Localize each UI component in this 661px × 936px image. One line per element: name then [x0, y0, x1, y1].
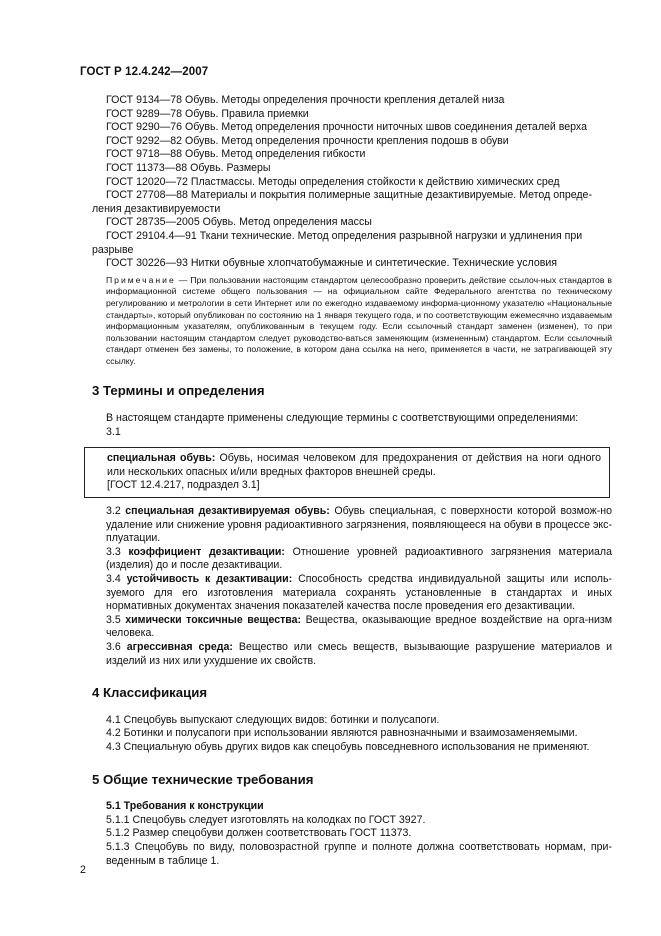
term-definition: Вещество или смесь веществ, вызывающие разрушение материалов и изделий из них или ухудшение их свойств. — [106, 640, 612, 667]
term-name: устойчивость к дезактивации: — [126, 573, 293, 585]
clause-4-3: 4.3 Специальную обувь других видов как спецобувь повседневного использования не применяют. — [106, 740, 590, 753]
term-3-1-name: специальная обувь: — [107, 452, 216, 465]
term-3-1-definition: Обувь, носимая человеком для предохранения от действия на ноги одного или нескольких опасных и/или вредных факторов внешней среды. — [107, 452, 601, 478]
page-content — [92, 94, 612, 868]
term-definition: Обувь специальная, с поверхности которой возмож-но удаление или снижение уровня радиоактивного загрязнения, появляющееся на обуви в процессе экс-плуатации. — [106, 505, 612, 545]
term-3-4 — [92, 573, 612, 614]
term-name: химически токсичные вещества: — [125, 613, 302, 626]
standard-ref: ГОСТ 29104.4—91 Ткани технические. Метод определения разрывной нагрузки и удлинения при — [106, 229, 583, 242]
section-5-heading: 5 Общие технические требования — [92, 771, 314, 787]
clause-number: 3.3 — [106, 545, 129, 558]
clause-4-2: 4.2 Ботинки и полусапоги при использовании являются равнозначными и взаимозаменяемыми. — [106, 727, 578, 740]
standard-ref: ГОСТ 9718—88 Обувь. Метод определения гибкости — [106, 148, 366, 161]
term-definition: Вещества, оказывающие вредное воздействие на орга-низм человека. — [106, 613, 613, 640]
term-3-3 — [92, 546, 612, 573]
term-name: коэффициент дезактивации: — [128, 545, 285, 558]
page-number: 2 — [80, 864, 86, 876]
clause-number: 3.6 — [106, 640, 127, 653]
clause-4-1: 4.1 Спецобувь выпускают следующих видов: ботинки и полусапоги. — [106, 713, 440, 726]
clause-number: 3.4 — [106, 573, 127, 585]
section-3-heading: 3 Термины и определения — [92, 383, 265, 399]
section-4-body — [92, 714, 612, 755]
standard-ref: ГОСТ 11373—88 Обувь. Размеры — [106, 161, 271, 174]
standard-ref: ГОСТ 9289—78 Обувь. Правила приемки — [106, 107, 309, 120]
term-3-1 — [93, 452, 601, 479]
term-definition: Способность средства индивидуальной защиты или исполь-зуемого для его изготовления материала сохранять установленные в стандартах и иных нормативных документах значения показателей качества после проведения его дезактивации. — [106, 573, 613, 613]
term-definition-box — [84, 447, 610, 498]
term-definition: Отношение уровней радиоактивного загрязнения материала (изделия) до и после дезактивации. — [106, 545, 613, 572]
term-name: агрессивная среда: — [126, 640, 233, 653]
term-3-1-reference: [ГОСТ 12.4.217, подраздел 3.1] — [107, 479, 260, 492]
standard-ref-continued: ления дезактивируемости — [92, 202, 221, 215]
term-3-5 — [92, 614, 612, 641]
clause-number: 3.5 — [106, 613, 126, 626]
clause-5-1-3: 5.1.3 Спецобувь по виду, половозрастной группе и полноте должна соответствовать нормам, при-веденным в таблице 1. — [106, 840, 612, 867]
clause-5-1-1: 5.1.1 Спецобувь следует изготовлять на колодках по ГОСТ 3927. — [106, 813, 426, 826]
standard-ref: ГОСТ 9290—76 Обувь. Метод определения прочности ниточных швов соединения деталей верха — [106, 121, 587, 134]
note-lead: Примечание — [106, 274, 176, 285]
clause-number: 3.2 — [106, 505, 126, 518]
standard-ref-continued: разрыве — [92, 243, 134, 256]
standard-ref: ГОСТ 28735—2005 Обувь. Метод определения массы — [106, 216, 372, 229]
standard-ref: ГОСТ 12020—72 Пластмассы. Методы определения стойкости к действию химических сред — [106, 175, 560, 188]
subsection-5-1-heading: 5.1 Требования к конструкции — [106, 800, 264, 813]
section-4-heading: 4 Классификация — [92, 685, 208, 701]
standards-list — [92, 94, 612, 271]
note-paragraph — [92, 275, 612, 368]
standard-ref: ГОСТ 30226—93 Нитки обувные хлопчатобумажные и синтетические. Технические условия — [106, 257, 557, 270]
standard-ref: ГОСТ 9134—78 Обувь. Методы определения прочности крепления деталей низа — [106, 94, 505, 106]
term-3-6 — [92, 641, 612, 668]
term-3-2 — [92, 505, 612, 546]
section-3-intro: В настоящем стандарте применены следующие термины с соответствующими определениями: — [106, 412, 579, 425]
clause-3-1-number: 3.1 — [106, 425, 121, 438]
standard-ref: ГОСТ 9292—82 Обувь. Метод определения прочности крепления подошв в обуви — [106, 134, 509, 147]
section-5-body — [92, 800, 612, 868]
term-name: специальная дезактивируемая обувь: — [125, 505, 330, 518]
clause-5-1-2: 5.1.2 Размер спецобуви должен соответствовать ГОСТ 11373. — [106, 827, 412, 840]
running-header: ГОСТ Р 12.4.242—2007 — [80, 66, 209, 78]
standard-ref: ГОСТ 27708—88 Материалы и покрытия полимерные защитные дезактивируемые. Метод опреде- — [106, 189, 592, 202]
note-text: — При пользовании настоящим стандартом целесообразно проверить действие ссылоч-ных стандартов в информационной системе общего пользования — на официальном сайте Федерального агентства по техническому регулированию и метрологии в сети Интернет или по ежегодно издаваемому информа-ционному указателю «Национальные стандарты», который опубликован по состоянию на 1 января текущего года, и по соответствующим ежемесячно издаваемым информационным указателям, опубликованным в текущем году. Если ссылочный стандарт заменен (изменен), то при пользовании настоящим стандартом следует руководство-ваться заменяющим (измененным) стандартом. Если ссылочный стандарт отменен без замены, то положение, в котором дана ссылка на него, применяется в части, не затрагивающей эту ссылку. — [106, 274, 612, 366]
